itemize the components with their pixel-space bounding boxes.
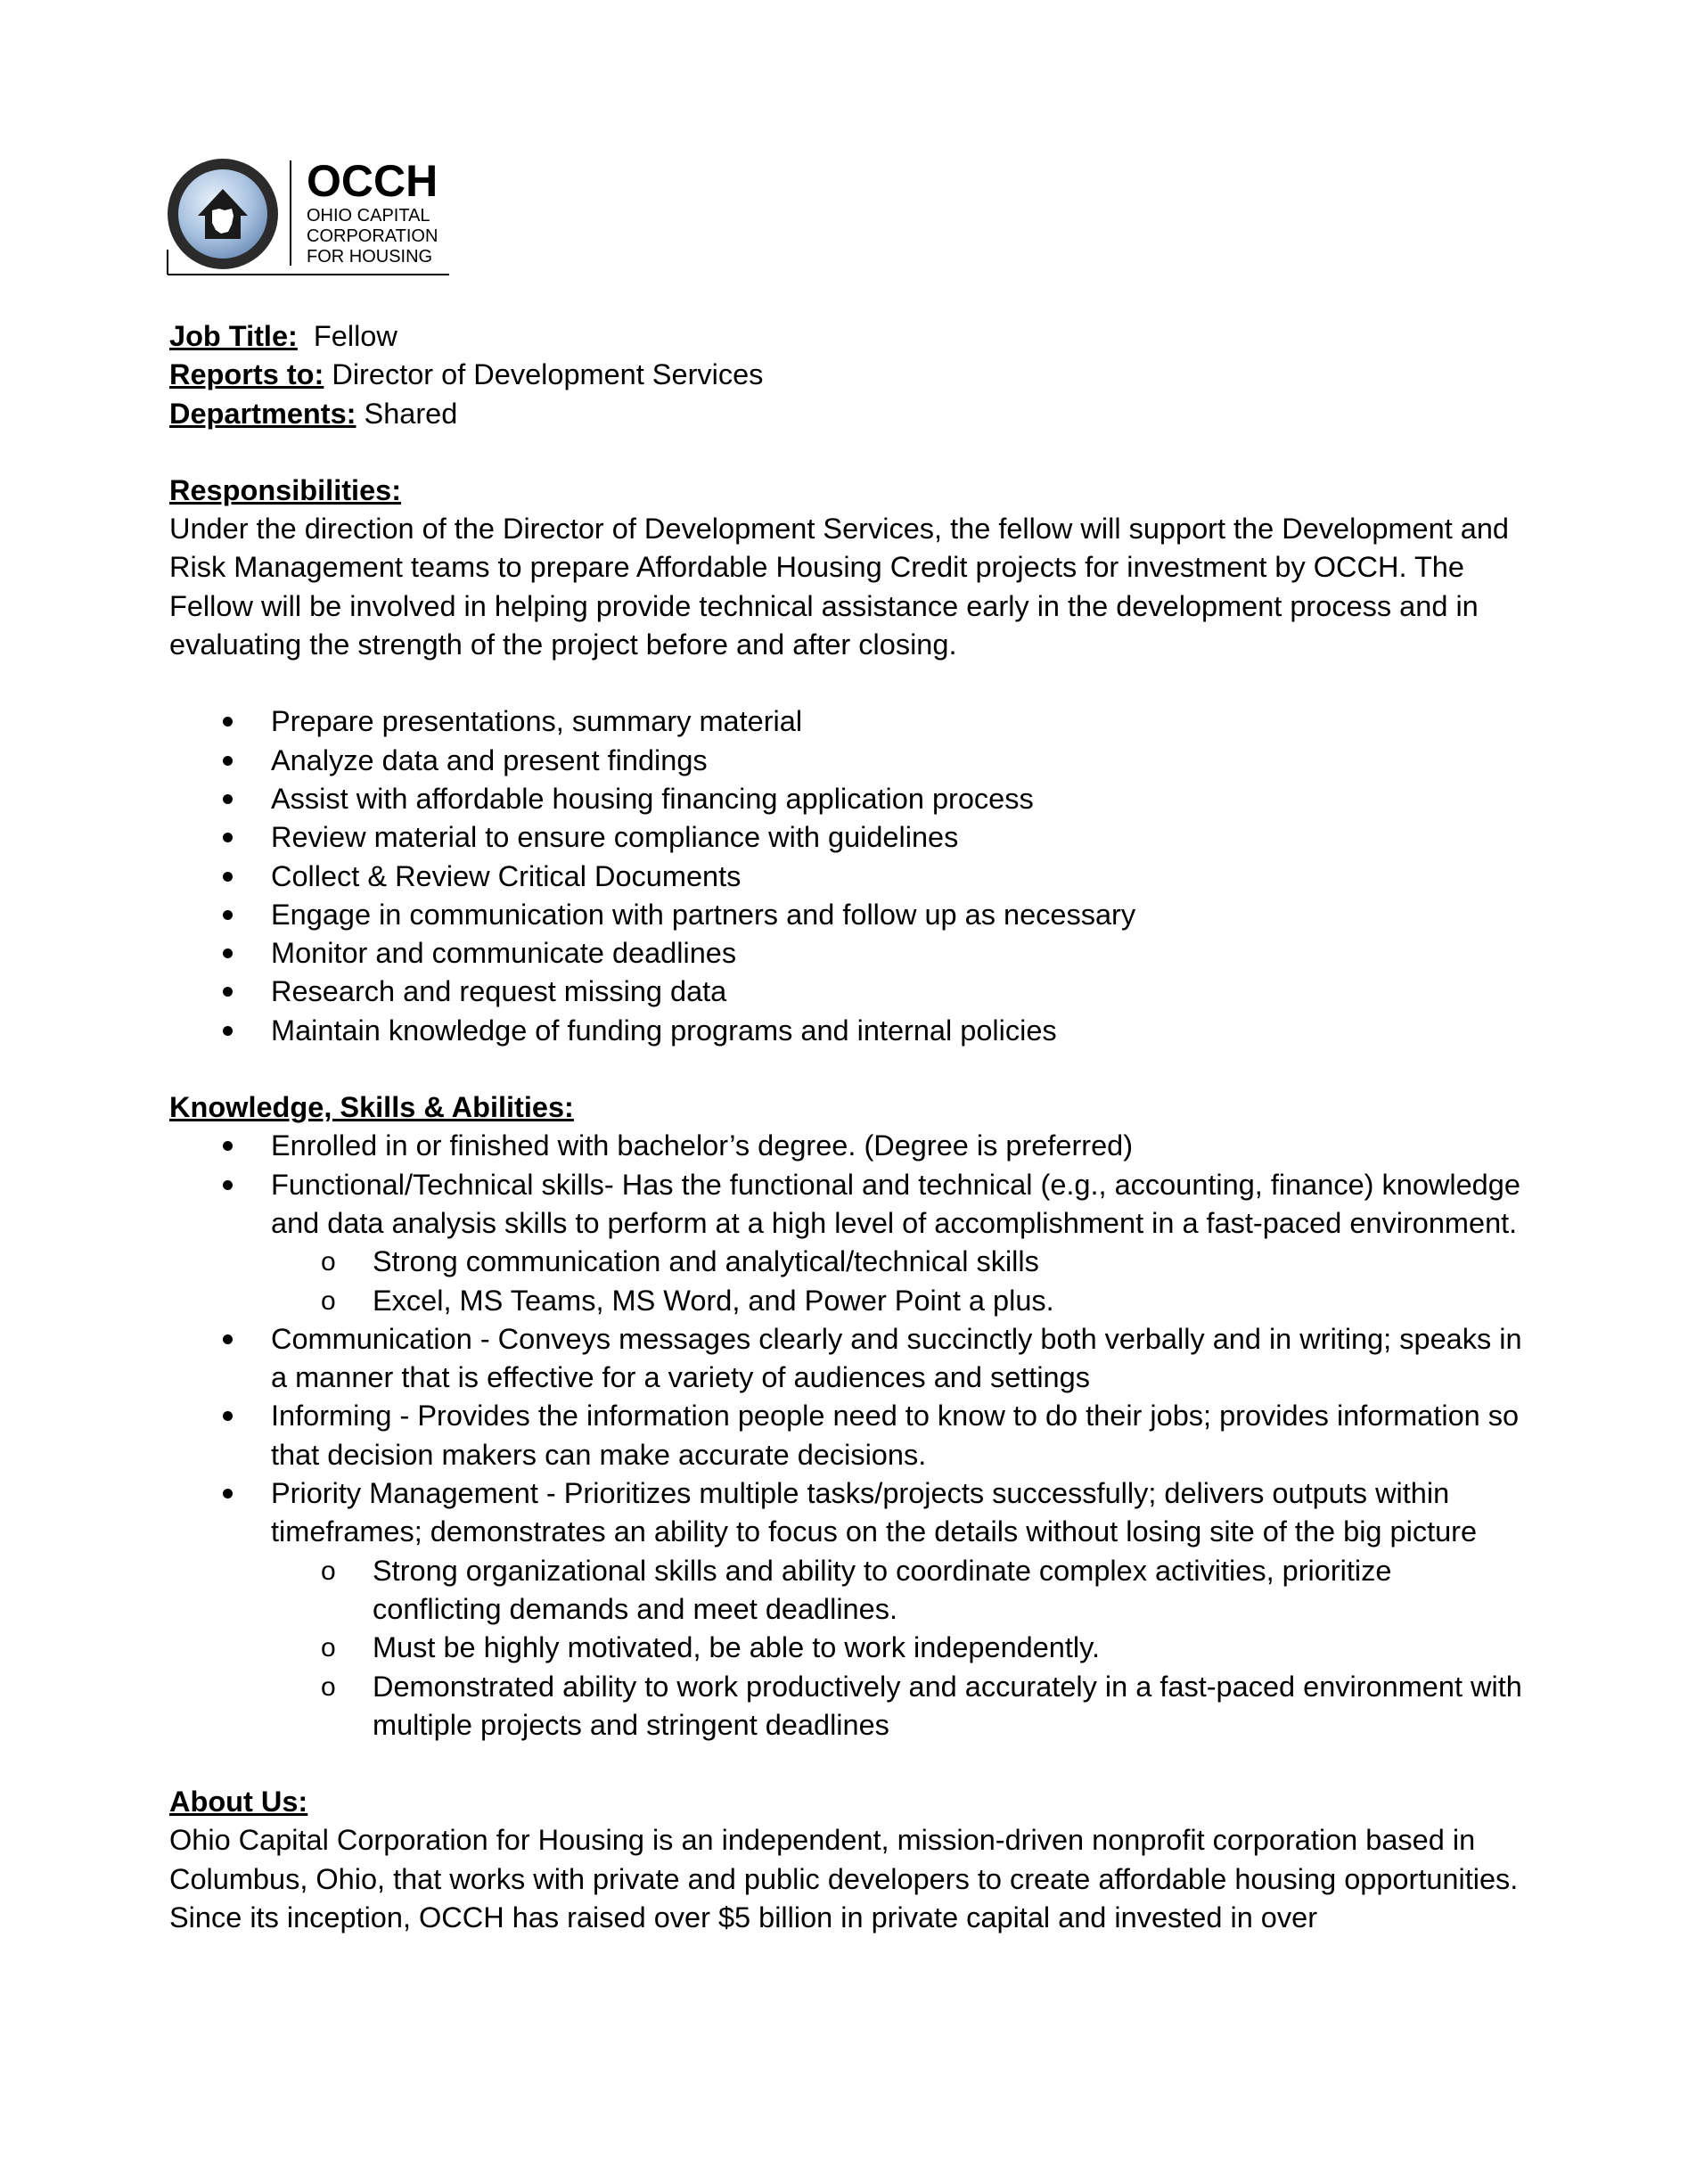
job-title-line	[169, 317, 1524, 356]
list-item	[169, 1166, 1524, 1244]
reports-to-line	[169, 356, 1524, 394]
occh-logo	[166, 153, 451, 278]
list-item: Review material to ensure compliance with guidelines	[169, 818, 1524, 857]
list-item: Engage in communication with partners and follow up as necessary	[169, 896, 1524, 934]
list-item: Monitor and communicate deadlines	[169, 934, 1524, 973]
job-title-value: Fellow	[313, 320, 397, 352]
ksa-list-continued	[169, 1320, 1524, 1552]
list-item-text: Functional/Technical skills- Has the functional and technical (e.g., accounting, finance) knowledge and data analysis skills to perform at a high level of accomplishment in a fast-paced environment.	[271, 1168, 1520, 1239]
ksa-sublist-technical	[169, 1243, 1524, 1320]
responsibilities-list	[169, 702, 1524, 1050]
list-item: Prepare presentations, summary material	[169, 702, 1524, 741]
sub-list-item: o Must be highly motivated, be able to work independently.	[271, 1629, 1524, 1667]
ksa-sublist-priority	[169, 1552, 1524, 1745]
list-item: Collect & Review Critical Documents	[169, 858, 1524, 896]
list-item: Enrolled in or finished with bachelor’s degree. (Degree is preferred)	[169, 1127, 1524, 1165]
sub-list-item: o Strong organizational skills and ability to coordinate complex activities, prioritize conflicting demands and meet deadlines.	[271, 1552, 1524, 1630]
logo-wordmark: OCCH	[307, 156, 438, 206]
list-item: Assist with affordable housing financing application process	[169, 780, 1524, 818]
document-body	[169, 317, 1524, 1937]
ksa-heading: Knowledge, Skills & Abilities:	[169, 1091, 574, 1124]
list-item: Informing - Provides the information people need to know to do their jobs; provides information so that decision makers can make accurate decisions.	[169, 1397, 1524, 1474]
departments-label: Departments:	[169, 397, 356, 430]
sub-list-item: o Excel, MS Teams, MS Word, and Power Point a plus.	[271, 1282, 1524, 1320]
list-item: Communication - Conveys messages clearly and succinctly both verbally and in writing; speaks in a manner that is effective for a variety of audiences and settings	[169, 1320, 1524, 1398]
logo-line-2: CORPORATION	[307, 226, 438, 246]
responsibilities-intro: Under the direction of the Director of Development Services, the fellow will support the Development and Risk Management teams to prepare Affordable Housing Credit projects for investment by OCCH. The Fellow will be involved in helping provide technical assistance early in the development process and in evaluating the strength of the project before and after closing.	[169, 513, 1509, 661]
departments-line	[169, 395, 1524, 433]
list-item: Priority Management - Prioritizes multiple tasks/projects successfully; delivers outputs within timeframes; demonstrates an ability to focus on the details without losing site of the big picture	[169, 1474, 1524, 1552]
list-item: Maintain knowledge of funding programs and internal policies	[169, 1012, 1524, 1050]
logo-line-3: FOR HOUSING	[307, 247, 433, 267]
list-item: Analyze data and present findings	[169, 742, 1524, 780]
logo-line-1: OHIO CAPITAL	[307, 206, 430, 226]
reports-to-value: Director of Development Services	[332, 358, 764, 391]
responsibilities-heading: Responsibilities:	[169, 473, 402, 506]
departments-value: Shared	[364, 397, 458, 430]
about-text: Ohio Capital Corporation for Housing is an independent, mission-driven nonprofit corporation based in Columbus, Ohio, that works with private and public developers to create affordable housing opportunities. Since its inception, OCCH has raised over $5 billion in private capital and invested in over	[169, 1824, 1519, 1934]
ksa-list	[169, 1127, 1524, 1243]
sub-list-item: o Strong communication and analytical/technical skills	[271, 1243, 1524, 1281]
about-heading: About Us:	[169, 1786, 308, 1819]
sub-list-item: o Demonstrated ability to work productively and accurately in a fast-paced environment with multiple projects and stringent deadlines	[271, 1668, 1524, 1745]
reports-to-label: Reports to:	[169, 358, 324, 391]
list-item: Research and request missing data	[169, 973, 1524, 1011]
job-title-label: Job Title:	[169, 320, 298, 352]
